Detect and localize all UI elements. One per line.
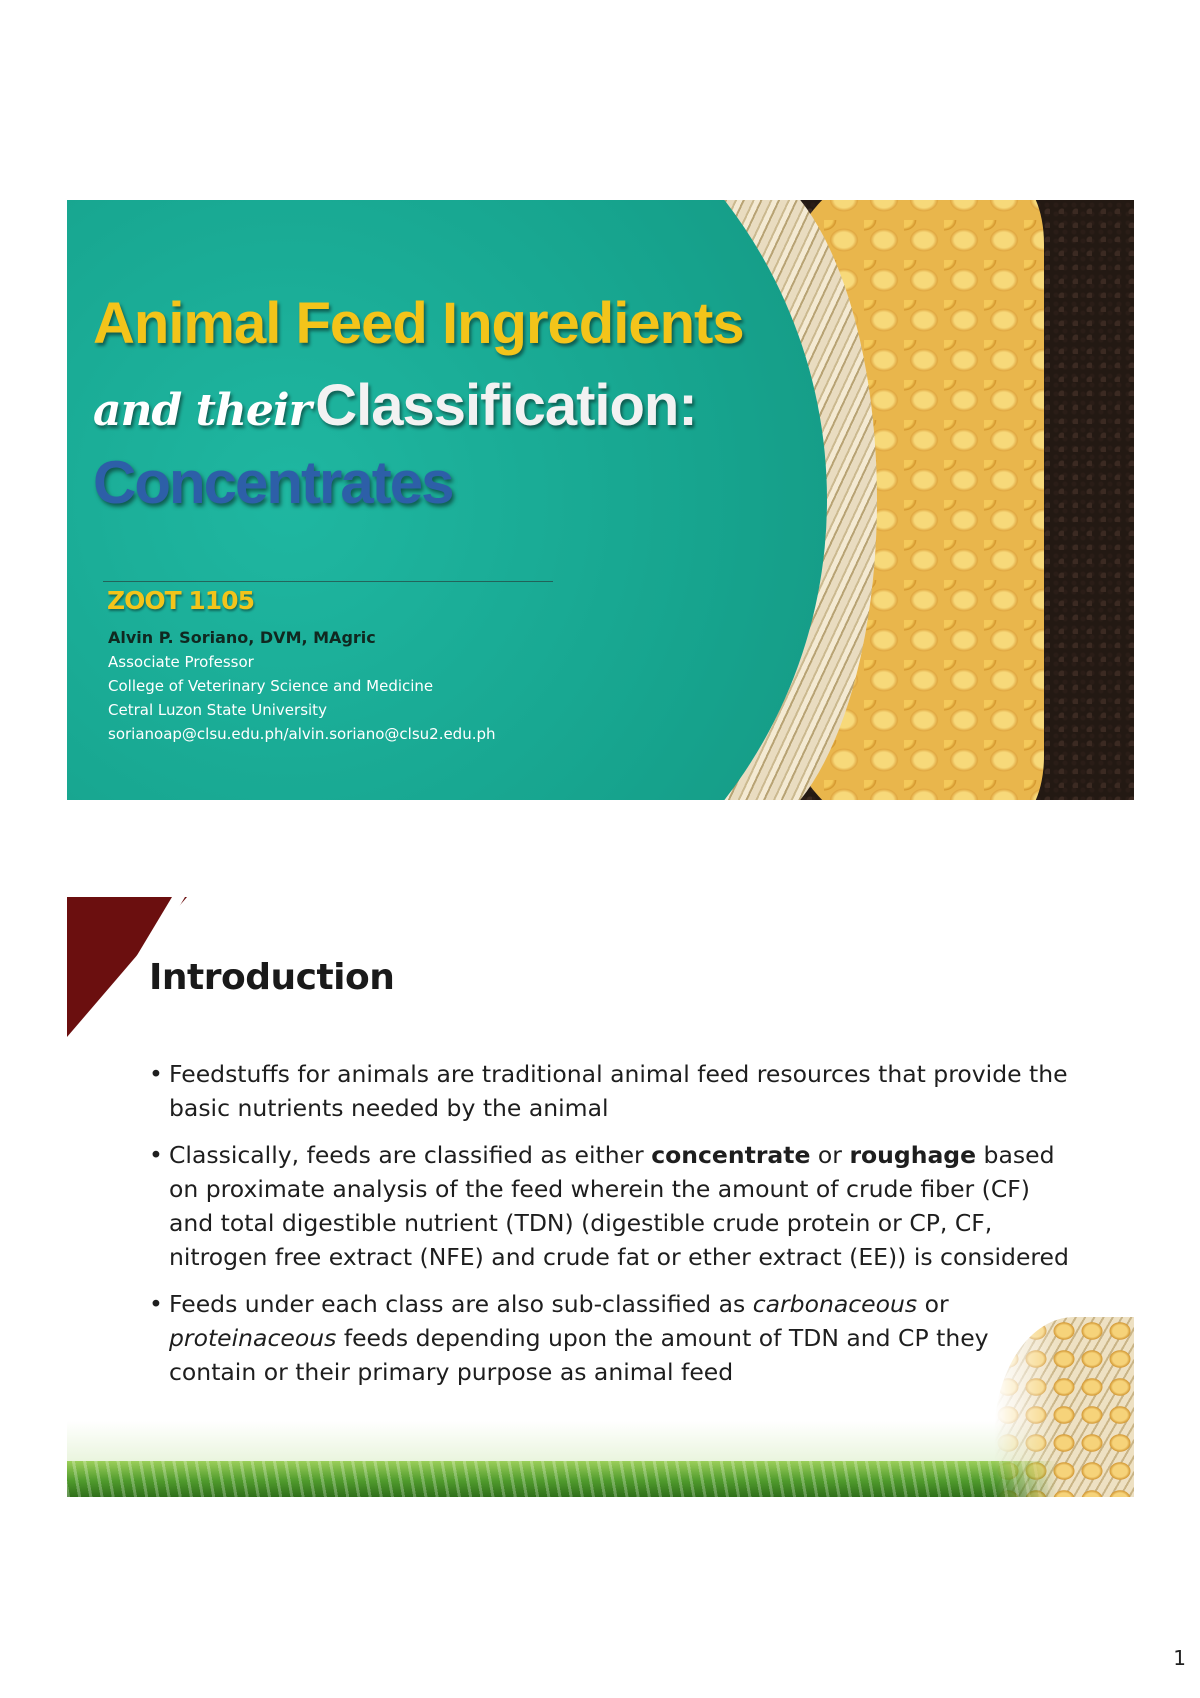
author-university: Cetral Luzon State University <box>108 701 327 719</box>
bullet-list <box>149 1057 1069 1402</box>
page-number: 1 <box>1173 1646 1186 1670</box>
slide-title-classification: Classification: <box>315 373 697 438</box>
course-code: ZOOT 1105 <box>107 586 254 615</box>
bullet-icon: • <box>149 1290 163 1318</box>
slide-title-script: and their <box>93 385 311 436</box>
author-email: sorianoap@clsu.edu.ph/alvin.soriano@clsu2.edu.ph <box>108 725 496 743</box>
bullet-icon: • <box>149 1060 163 1088</box>
bullet-item: • Feedstuffs for animals are traditional animal feed resources that provide the basic nutrients needed by the animal <box>149 1057 1069 1125</box>
bullet-item: • Classically, feeds are classified as either concentrate or roughage based on proximate analysis of the feed wherein the amount of crude fiber (CF) and total digestible nutrient (TDN) (digestible crude protein or CP, CF, nitrogen free extract (NFE) and crude fat or ether extract (EE)) is considered <box>149 1138 1069 1274</box>
term-roughage: roughage <box>849 1141 977 1169</box>
term-concentrate: concentrate <box>651 1141 811 1169</box>
slide-title-line2 <box>93 372 697 439</box>
author-position: Associate Professor <box>108 653 254 671</box>
bullet-icon: • <box>149 1141 163 1169</box>
author-college: College of Veterinary Science and Medicine <box>108 677 434 695</box>
author-info <box>108 626 496 746</box>
grass-fade <box>67 1421 1134 1461</box>
introduction-slide <box>67 897 1134 1497</box>
term-carbonaceous: carbonaceous <box>752 1290 918 1318</box>
slide-title-concentrates: Concentrates <box>93 449 453 516</box>
title-slide <box>67 200 1134 800</box>
term-proteinaceous: proteinaceous <box>169 1324 337 1352</box>
slide-heading: Introduction <box>149 957 395 998</box>
author-name: Alvin P. Soriano, DVM, MAgric <box>108 628 376 647</box>
divider <box>103 581 553 582</box>
grass-footer-image <box>67 1461 1134 1497</box>
bullet-item: • Feeds under each class are also sub-classified as carbonaceous or proteinaceous feeds depending upon the amount of TDN and CP they contain or their primary purpose as animal feed <box>149 1287 1069 1389</box>
slide-title-line1: Animal Feed Ingredients <box>93 291 744 356</box>
